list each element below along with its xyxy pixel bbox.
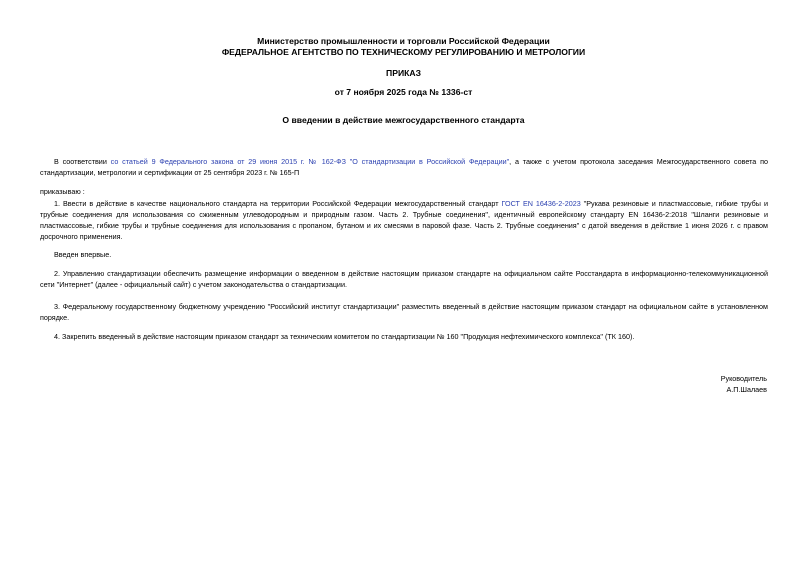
item-2-paragraph: 2. Управлению стандартизации обеспечить размещение информации о введенном в действие настоящим приказом стандарте на официальном сайте Росстандарта в информационно-телекоммуникационной сети "Интернет" (далее - официальный сайт) с учетом законодательства о стандартизации. bbox=[40, 269, 768, 289]
signature-name: А.П.Шалаев bbox=[726, 385, 767, 394]
document-type: ПРИКАЗ bbox=[386, 68, 421, 78]
preamble-text-start: В соответствии bbox=[54, 157, 111, 166]
document-subject: О введении в действие межгосударственного стандарта bbox=[282, 115, 525, 125]
ministry-name: Министерство промышленности и торговли Российской Федерации bbox=[257, 36, 550, 46]
item-1-paragraph bbox=[40, 198, 768, 242]
introduced-first-note: Введен впервые. bbox=[54, 250, 112, 259]
signature-title: Руководитель bbox=[720, 374, 767, 383]
item-4-paragraph: 4. Закрепить введенный в действие настоящим приказом стандарт за техническим комитетом по стандартизации № 160 "Продукция нефтехимического комплекса" (ТК 160). bbox=[54, 332, 635, 341]
order-word: приказываю : bbox=[40, 187, 85, 196]
agency-name: ФЕДЕРАЛЬНОЕ АГЕНТСТВО ПО ТЕХНИЧЕСКОМУ РЕГУЛИРОВАНИЮ И МЕТРОЛОГИИ bbox=[221, 47, 586, 57]
item-1-text-end: "Рукава резиновые и пластмассовые, гибкие трубы и трубные соединения для использования со сжиженным углеводородным и природным газом. Часть 2. Трубные соединения", идентичный европейскому стандарту EN 16436-2:2018 "Шланги резиновые и пластмассовые, гибкие трубы и трубные соединения для использования с пропаном, бутаном и их смесями в паровой фазе. Часть 2. Трубные соединения" с датой введения в действие 1 июня 2026 г. с правом досрочного применения. bbox=[40, 199, 768, 241]
item-1-text-start: 1. Ввести в действие в качестве национального стандарта на территории Российской Федерации межгосударственный стандарт bbox=[54, 199, 502, 208]
item-3-paragraph: 3. Федеральному государственному бюджетному учреждению "Российский институт стандартизации" разместить введенный в действие настоящим приказом стандарт на официальном сайте в установленном порядке. bbox=[40, 302, 768, 322]
preamble-paragraph bbox=[40, 156, 768, 178]
federal-law-link[interactable]: со статьей 9 Федерального закона от 29 июня 2015 г. № 162-ФЗ "О стандартизации в Российской Федерации" bbox=[110, 157, 510, 166]
preamble-text-end: , а также с учетом протокола заседания Межгосударственного совета по стандартизации, метрологии и сертификации от 25 сентября 2023 г. № 165-П bbox=[40, 157, 768, 177]
gost-standard-link[interactable]: ГОСТ EN 16436-2-2023 bbox=[501, 199, 581, 208]
document-date-number: от 7 ноября 2025 года № 1336-ст bbox=[334, 87, 473, 97]
